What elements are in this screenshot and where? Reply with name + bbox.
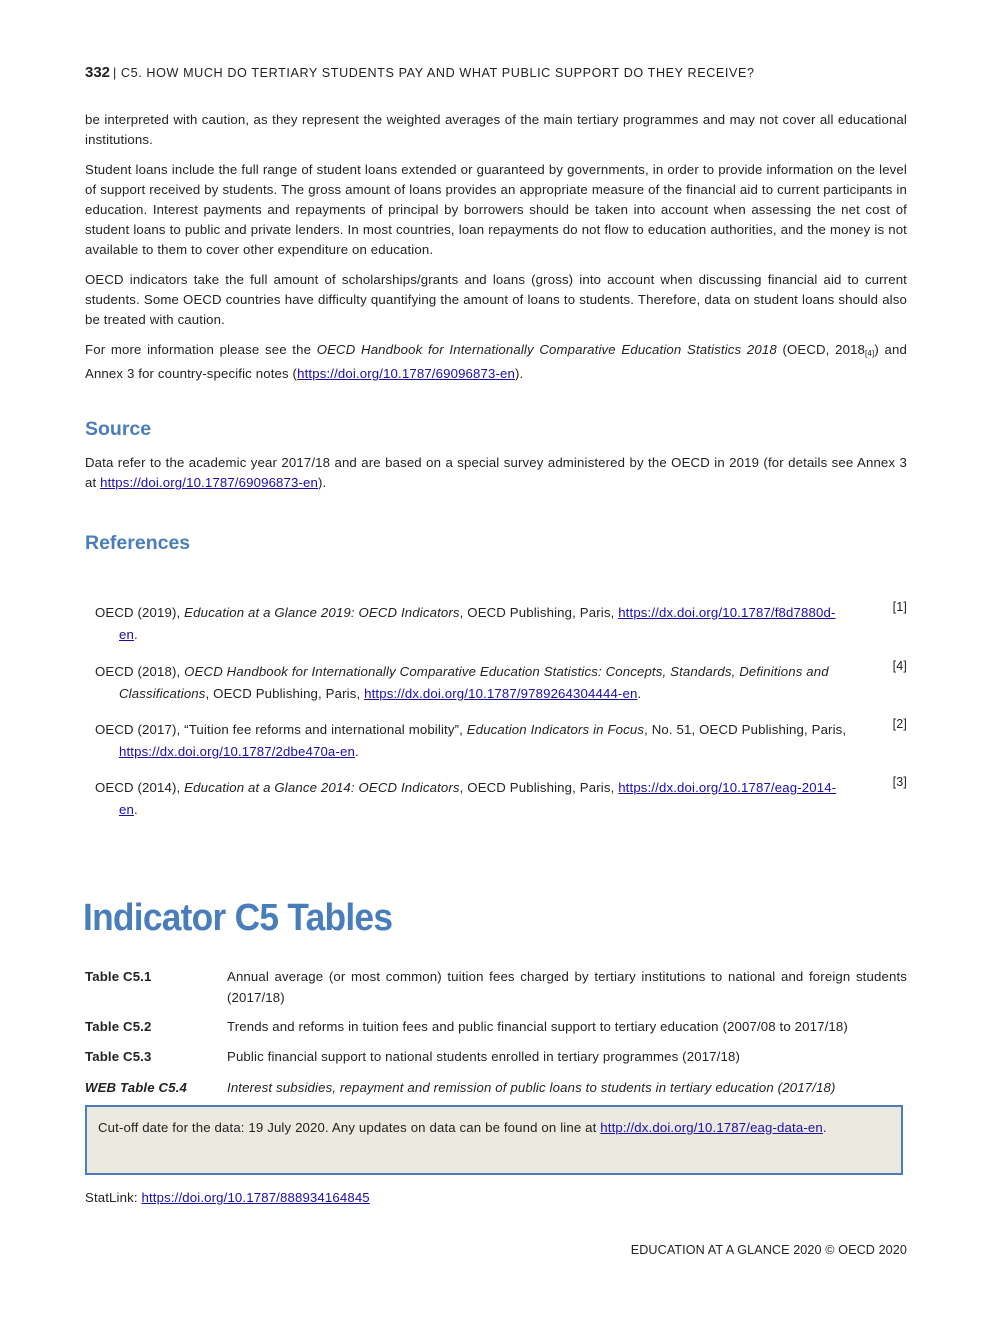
ref-title: Education Indicators in Focus xyxy=(466,722,645,737)
source-link[interactable]: https://doi.org/10.1787/69096873-en xyxy=(100,475,319,490)
ref-number: [4] xyxy=(892,659,907,673)
cutoff-text: . xyxy=(822,1120,827,1135)
ref-text: . xyxy=(133,802,138,817)
cutoff-notice xyxy=(85,1105,903,1175)
source-paragraph xyxy=(85,453,907,493)
text-segment: (OECD, 2018 xyxy=(776,342,866,357)
table-label: Table C5.3 xyxy=(85,1049,152,1064)
text-segment: ). xyxy=(515,366,524,381)
statlink-link[interactable]: https://doi.org/10.1787/888934164845 xyxy=(141,1190,370,1205)
ref-title: OECD Handbook for Internationally Comparative Education Statistics: Concepts, Standards, Definitions and Classifications xyxy=(119,664,829,701)
ref-link[interactable]: https://dx.doi.org/10.1787/2dbe470a-en xyxy=(119,744,355,759)
ref-title: Education at a Glance 2019: OECD Indicators xyxy=(184,605,460,620)
ref-text: OECD (2019), xyxy=(95,605,185,620)
table-list-item[interactable] xyxy=(85,966,907,1008)
ref-text: , No. 51, OECD Publishing, Paris, xyxy=(644,722,847,737)
tables-title: Indicator C5 Tables xyxy=(83,897,393,939)
citation-marker: [4] xyxy=(865,349,875,358)
chapter-title: C5. HOW MUCH DO TERTIARY STUDENTS PAY AND WHAT PUBLIC SUPPORT DO THEY RECEIVE? xyxy=(120,66,755,80)
reference-item xyxy=(95,777,907,821)
table-label: WEB Table C5.4 xyxy=(85,1080,188,1095)
ref-text: , OECD Publishing, Paris, xyxy=(459,780,619,795)
ref-link[interactable]: https://dx.doi.org/10.1787/9789264304444-en xyxy=(364,686,638,701)
ref-text: OECD (2014), xyxy=(95,780,185,795)
ref-number: [1] xyxy=(892,600,907,614)
paragraph-more-info xyxy=(85,340,907,384)
paragraph-caution: be interpreted with caution, as they represent the weighted averages of the main tertiary programmes and may not cover all educational institutions. xyxy=(85,112,907,147)
cutoff-text: Cut-off date for the data: 19 July 2020. Any updates on data can be found on line at xyxy=(98,1120,601,1135)
ref-text: , OECD Publishing, Paris, xyxy=(459,605,619,620)
table-description: Annual average (or most common) tuition fees charged by tertiary institutions to national and foreign students (2017/18) xyxy=(227,969,907,1005)
statlink-label: StatLink: xyxy=(85,1190,142,1205)
table-description: Public financial support to national students enrolled in tertiary programmes (2017/18) xyxy=(227,1049,740,1064)
page-number: 332 xyxy=(85,64,111,81)
table-list-item[interactable] xyxy=(85,1016,907,1037)
ref-number: [2] xyxy=(892,717,907,731)
references-heading: References xyxy=(85,532,191,554)
ref-link[interactable]: https://dx.doi.org/10.1787/eag-2014-en xyxy=(119,780,837,817)
paragraph-financial-aid: OECD indicators take the full amount of scholarships/grants and loans (gross) into account when discussing financial aid to current students. Some OECD countries have difficulty quantifying the amount of loans to students. Therefore, data on student loans should also be treated with caution. xyxy=(85,272,907,327)
ref-text: , OECD Publishing, Paris, xyxy=(205,686,365,701)
reference-item xyxy=(95,719,907,763)
table-description: Trends and reforms in tuition fees and public financial support to tertiary education (2007/08 to 2017/18) xyxy=(227,1019,848,1034)
text-segment: ). xyxy=(318,475,327,490)
reference-item xyxy=(95,661,907,705)
header-separator: | xyxy=(113,66,117,80)
text-segment: ) and Annex 3 for country-specific notes ( xyxy=(85,342,908,381)
data-updates-link[interactable]: http://dx.doi.org/10.1787/eag-data-en xyxy=(600,1120,823,1135)
table-description: Interest subsidies, repayment and remission of public loans to students in tertiary education (2017/18) xyxy=(227,1080,836,1095)
reference-item xyxy=(95,602,907,646)
running-header xyxy=(85,64,755,81)
annex-link[interactable]: https://doi.org/10.1787/69096873-en xyxy=(297,366,515,381)
ref-text: OECD (2018), xyxy=(95,664,185,679)
table-list-item[interactable] xyxy=(85,1046,907,1067)
page-footer: EDUCATION AT A GLANCE 2020 © OECD 2020 xyxy=(630,1243,907,1257)
table-label: Table C5.2 xyxy=(85,1019,152,1034)
ref-title: Education at a Glance 2014: OECD Indicators xyxy=(184,780,460,795)
table-label: Table C5.1 xyxy=(85,969,152,984)
table-list-item[interactable] xyxy=(85,1077,907,1098)
ref-text: . xyxy=(354,744,359,759)
handbook-title: OECD Handbook for Internationally Comparative Education Statistics 2018 xyxy=(316,342,777,357)
paragraph-student-loans: Student loans include the full range of student loans extended or guaranteed by governments, in order to provide information on the level of support received by students. The gross amount of loans provides an appropriate measure of the financial aid to current participants in education. Interest payments and repayments of principal by borrowers should be taken into account when assessing the net cost of student loans to public and private lenders. In most countries, loan repayments do not flow to education authorities, and the money is not available to them to cover other expenditure on education. xyxy=(85,162,907,257)
statlink xyxy=(85,1190,370,1205)
ref-text: . xyxy=(637,686,642,701)
text-segment: Data refer to the academic year 2017/18 and are based on a special survey administered by the OECD in 2019 (for details see Annex 3 at xyxy=(85,455,907,490)
text-segment: For more information please see the xyxy=(85,342,317,357)
ref-link[interactable]: https://dx.doi.org/10.1787/f8d7880d-en xyxy=(119,605,836,642)
document-page xyxy=(85,0,907,1323)
ref-text: OECD (2017), “Tuition fee reforms and international mobility”, xyxy=(95,722,467,737)
ref-text: . xyxy=(133,627,138,642)
source-heading: Source xyxy=(85,418,152,440)
ref-number: [3] xyxy=(892,775,907,789)
